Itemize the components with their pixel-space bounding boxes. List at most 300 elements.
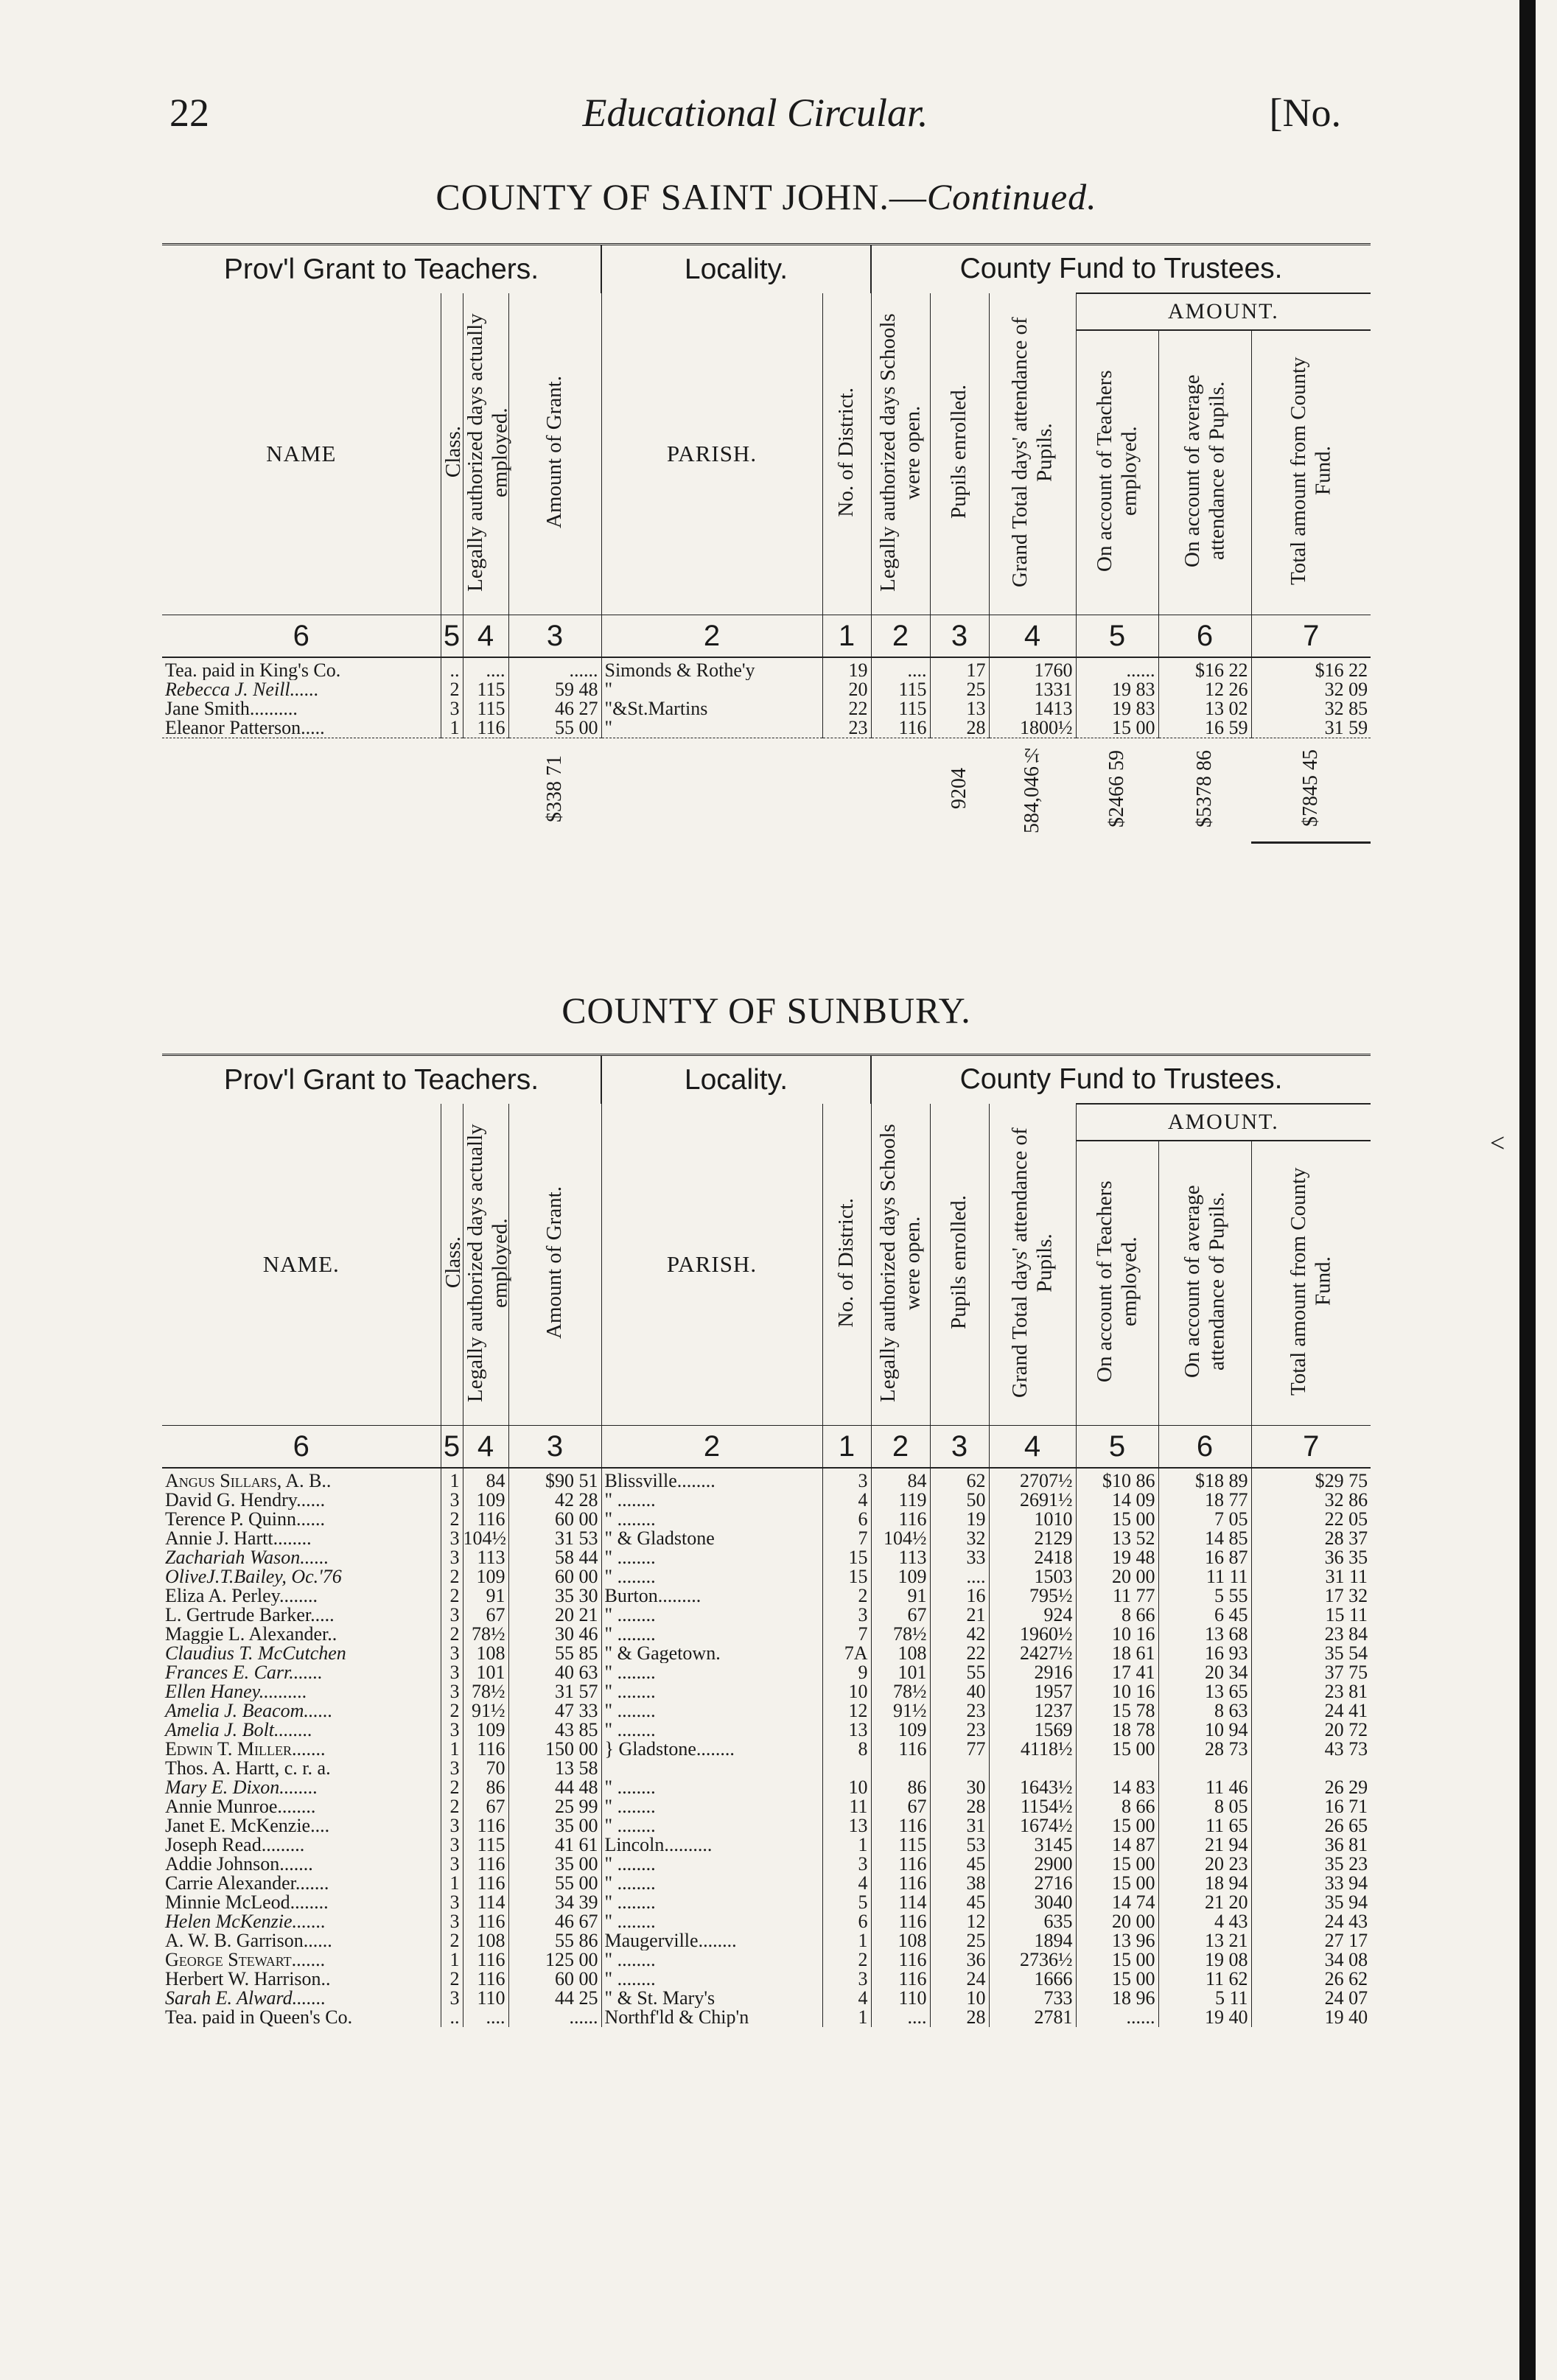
col-number: 6 bbox=[1158, 615, 1251, 658]
average-amount: 8 05 bbox=[1158, 1797, 1251, 1816]
table-row bbox=[162, 1701, 1371, 1721]
teacher-name: Rebecca J. Neill...... bbox=[165, 680, 319, 699]
district-number: 7 bbox=[822, 1625, 871, 1644]
col-head-grant-text: Amount of Grant. bbox=[542, 376, 567, 528]
class: 3 bbox=[441, 1816, 463, 1835]
average-amount: 4 43 bbox=[1158, 1912, 1251, 1931]
days-employed: 84 bbox=[463, 1468, 508, 1491]
grant-table bbox=[162, 1054, 1371, 2027]
days-employed: 115 bbox=[463, 680, 508, 699]
average-amount: 19 40 bbox=[1158, 2008, 1251, 2027]
saint-john-rows bbox=[162, 657, 1371, 738]
grant-amount: 46 27 bbox=[508, 699, 601, 718]
teachers-amount: 17 41 bbox=[1076, 1663, 1158, 1682]
attendance-total: 2736½ bbox=[989, 1950, 1076, 1970]
table-row bbox=[162, 1548, 1371, 1567]
county-fund-total: 35 54 bbox=[1251, 1644, 1371, 1663]
parish: " ........ bbox=[601, 1510, 822, 1529]
district-number: 13 bbox=[822, 1721, 871, 1740]
grant-amount: 35 00 bbox=[508, 1816, 601, 1835]
table-row bbox=[162, 1778, 1371, 1797]
col-head-parish: PARISH. bbox=[601, 293, 822, 615]
group-county-fund: County Fund to Trustees. bbox=[871, 1055, 1371, 1105]
attendance-total: 1569 bbox=[989, 1721, 1076, 1740]
col-head-total bbox=[1251, 330, 1371, 615]
class: 3 bbox=[441, 1721, 463, 1740]
average-amount: 16 93 bbox=[1158, 1644, 1251, 1663]
total-county-fund-value: $7845 45 bbox=[1299, 749, 1323, 827]
days-open: 110 bbox=[871, 1989, 930, 2008]
col-head-class bbox=[441, 293, 463, 615]
class: 2 bbox=[441, 1797, 463, 1816]
attendance-total: 1894 bbox=[989, 1931, 1076, 1950]
county-fund-total: 32 85 bbox=[1251, 699, 1371, 718]
attendance-total: 2716 bbox=[989, 1874, 1076, 1893]
teacher-name: Edwin T. Miller....... bbox=[165, 1740, 326, 1759]
parish: " ........ bbox=[601, 1778, 822, 1797]
average-amount: 5 55 bbox=[1158, 1586, 1251, 1606]
teacher-name: Mary E. Dixon........ bbox=[165, 1778, 318, 1797]
attendance-total: 3145 bbox=[989, 1835, 1076, 1855]
col-head-total bbox=[1251, 1141, 1371, 1426]
page-edge-bar bbox=[1519, 0, 1536, 2380]
total-teachers-value: $2466 59 bbox=[1105, 749, 1128, 827]
amount-label: AMOUNT. bbox=[1076, 293, 1371, 330]
teacher-name: Zachariah Wason...... bbox=[165, 1548, 329, 1567]
pupils-enrolled bbox=[930, 1759, 989, 1778]
table-row bbox=[162, 1759, 1371, 1778]
col-head-grant bbox=[508, 1104, 601, 1426]
teachers-amount: 14 74 bbox=[1076, 1893, 1158, 1912]
table-row bbox=[162, 699, 1371, 718]
days-employed: 116 bbox=[463, 1816, 508, 1835]
pupils-enrolled: .... bbox=[930, 1567, 989, 1586]
teachers-amount: 20 00 bbox=[1076, 1912, 1158, 1931]
teacher-name: Annie J. Hartt........ bbox=[165, 1529, 312, 1548]
attendance-total: 1154½ bbox=[989, 1797, 1076, 1816]
parish: " ........ bbox=[601, 1567, 822, 1586]
col-head-district-text: No. of District. bbox=[834, 387, 858, 517]
days-employed: 109 bbox=[463, 1721, 508, 1740]
class: 2 bbox=[441, 1931, 463, 1950]
teachers-amount: 8 66 bbox=[1076, 1606, 1158, 1625]
pupils-enrolled: 36 bbox=[930, 1950, 989, 1970]
grant-amount: 44 48 bbox=[508, 1778, 601, 1797]
teachers-amount: 18 61 bbox=[1076, 1644, 1158, 1663]
col-number: 6 bbox=[162, 1426, 441, 1469]
pupils-enrolled: 53 bbox=[930, 1835, 989, 1855]
county-fund-total: $16 22 bbox=[1251, 657, 1371, 680]
col-head-days-text: Legally authorized days actually employed. bbox=[463, 1123, 511, 1402]
pupils-enrolled: 31 bbox=[930, 1816, 989, 1835]
class: 3 bbox=[441, 1855, 463, 1874]
class: 3 bbox=[441, 1529, 463, 1548]
pupils-enrolled: 21 bbox=[930, 1606, 989, 1625]
county-fund-total: 27 17 bbox=[1251, 1931, 1371, 1950]
average-amount: 16 59 bbox=[1158, 718, 1251, 738]
pupils-enrolled: 13 bbox=[930, 699, 989, 718]
days-employed: .... bbox=[463, 657, 508, 680]
page-number: 22 bbox=[169, 91, 209, 135]
grant-amount: 44 25 bbox=[508, 1989, 601, 2008]
table-row bbox=[162, 680, 1371, 699]
district-number: 12 bbox=[822, 1701, 871, 1721]
margin-arrow-mark: < bbox=[1490, 1128, 1505, 1158]
parish bbox=[601, 1759, 822, 1778]
county-fund-total: 17 32 bbox=[1251, 1586, 1371, 1606]
district-number: 11 bbox=[822, 1797, 871, 1816]
days-open: 91½ bbox=[871, 1701, 930, 1721]
grant-amount: 13 58 bbox=[508, 1759, 601, 1778]
days-open: 78½ bbox=[871, 1682, 930, 1701]
average-amount bbox=[1158, 1759, 1251, 1778]
col-head-open bbox=[871, 1104, 930, 1426]
table-row bbox=[162, 1721, 1371, 1740]
average-amount: 7 05 bbox=[1158, 1510, 1251, 1529]
teachers-amount: $10 86 bbox=[1076, 1468, 1158, 1491]
pupils-enrolled: 55 bbox=[930, 1663, 989, 1682]
table-row bbox=[162, 1874, 1371, 1893]
average-amount: 21 20 bbox=[1158, 1893, 1251, 1912]
average-amount: 16 87 bbox=[1158, 1548, 1251, 1567]
county-fund-total: 33 94 bbox=[1251, 1874, 1371, 1893]
district-number: 22 bbox=[822, 699, 871, 718]
average-amount: 12 26 bbox=[1158, 680, 1251, 699]
teacher-name: David G. Hendry...... bbox=[165, 1491, 326, 1510]
parish: " ........ bbox=[601, 1548, 822, 1567]
county-fund-total: 24 43 bbox=[1251, 1912, 1371, 1931]
parish: " ........ bbox=[601, 1970, 822, 1989]
grant-amount: 60 00 bbox=[508, 1970, 601, 1989]
attendance-total: 924 bbox=[989, 1606, 1076, 1625]
county-fund-total: 23 84 bbox=[1251, 1625, 1371, 1644]
table-row bbox=[162, 1970, 1371, 1989]
parish: Simonds & Rothe'y bbox=[601, 657, 822, 680]
teachers-amount: 15 00 bbox=[1076, 1740, 1158, 1759]
total-enrolled-value: 9204 bbox=[948, 768, 970, 810]
days-open: 91 bbox=[871, 1586, 930, 1606]
attendance-total: 4118½ bbox=[989, 1740, 1076, 1759]
parish: " & Gladstone bbox=[601, 1529, 822, 1548]
pupils-enrolled: 33 bbox=[930, 1548, 989, 1567]
grant-amount: 34 39 bbox=[508, 1893, 601, 1912]
parish: " ........ bbox=[601, 1816, 822, 1835]
teachers-amount: 19 83 bbox=[1076, 680, 1158, 699]
teacher-name: Helen McKenzie....... bbox=[165, 1912, 326, 1931]
teachers-amount: 15 78 bbox=[1076, 1701, 1158, 1721]
teacher-name: Minnie McLeod........ bbox=[165, 1893, 329, 1912]
days-open: 84 bbox=[871, 1468, 930, 1491]
attendance-total: 1960½ bbox=[989, 1625, 1076, 1644]
teachers-amount: 15 00 bbox=[1076, 1874, 1158, 1893]
days-open: 115 bbox=[871, 1835, 930, 1855]
days-employed: 67 bbox=[463, 1606, 508, 1625]
grant-amount: 47 33 bbox=[508, 1701, 601, 1721]
table-row bbox=[162, 1567, 1371, 1586]
parish: " bbox=[601, 680, 822, 699]
table-row bbox=[162, 1835, 1371, 1855]
amount-label: AMOUNT. bbox=[1076, 1104, 1371, 1141]
days-open: 116 bbox=[871, 1510, 930, 1529]
district-number: 7A bbox=[822, 1644, 871, 1663]
col-head-days bbox=[463, 1104, 511, 1426]
col-head-teachers-text: On account of Teachers employed. bbox=[1092, 1180, 1141, 1382]
table-row bbox=[162, 1468, 1371, 1491]
attendance-total: 1503 bbox=[989, 1567, 1076, 1586]
county-fund-total: 20 72 bbox=[1251, 1721, 1371, 1740]
district-number: 13 bbox=[822, 1816, 871, 1835]
class: 2 bbox=[441, 1970, 463, 1989]
days-employed: 67 bbox=[463, 1797, 508, 1816]
attendance-total: 1237 bbox=[989, 1701, 1076, 1721]
class: 3 bbox=[441, 699, 463, 718]
pupils-enrolled: 40 bbox=[930, 1682, 989, 1701]
total-attendance-value: 584,046½ bbox=[1021, 743, 1043, 834]
pupils-enrolled: 25 bbox=[930, 680, 989, 699]
teachers-amount: 11 77 bbox=[1076, 1586, 1158, 1606]
county-title-saint-john bbox=[169, 175, 1363, 218]
column-numbers-row bbox=[162, 615, 1371, 658]
county-fund-total: $29 75 bbox=[1251, 1468, 1371, 1491]
teachers-amount: ...... bbox=[1076, 657, 1158, 680]
col-head-name: NAME. bbox=[262, 1251, 340, 1277]
totals-blank bbox=[463, 738, 508, 843]
class: 3 bbox=[441, 1644, 463, 1663]
teachers-amount: 18 96 bbox=[1076, 1989, 1158, 2008]
table-row bbox=[162, 1529, 1371, 1548]
class: 2 bbox=[441, 1510, 463, 1529]
grant-amount: 30 46 bbox=[508, 1625, 601, 1644]
class: .. bbox=[441, 657, 463, 680]
days-employed: 70 bbox=[463, 1759, 508, 1778]
class: .. bbox=[441, 2008, 463, 2027]
issue-number: [No. bbox=[1269, 91, 1341, 135]
average-amount: 13 02 bbox=[1158, 699, 1251, 718]
parish: " ........ bbox=[601, 1721, 822, 1740]
table-row bbox=[162, 1491, 1371, 1510]
district-number: 6 bbox=[822, 1510, 871, 1529]
grant-amount: 55 85 bbox=[508, 1644, 601, 1663]
average-amount: 18 94 bbox=[1158, 1874, 1251, 1893]
total-county-fund bbox=[1251, 738, 1371, 843]
col-number: 3 bbox=[508, 1426, 601, 1469]
col-number: 3 bbox=[930, 615, 989, 658]
parish: " ........ bbox=[601, 1625, 822, 1644]
table-row bbox=[162, 1912, 1371, 1931]
district-number: 4 bbox=[822, 1874, 871, 1893]
group-prov-grant: Prov'l Grant to Teachers. bbox=[162, 1055, 601, 1105]
county-fund-total: 26 29 bbox=[1251, 1778, 1371, 1797]
class: 2 bbox=[441, 1586, 463, 1606]
class: 1 bbox=[441, 1950, 463, 1970]
attendance-total: 733 bbox=[989, 1989, 1076, 2008]
days-open: .... bbox=[871, 2008, 930, 2027]
county-fund-total: 32 09 bbox=[1251, 680, 1371, 699]
days-open: 116 bbox=[871, 718, 930, 738]
table-row bbox=[162, 1816, 1371, 1835]
days-open: 119 bbox=[871, 1491, 930, 1510]
table-row bbox=[162, 1510, 1371, 1529]
parish: " & St. Mary's bbox=[601, 1989, 822, 2008]
district-number: 1 bbox=[822, 1835, 871, 1855]
days-employed: 91½ bbox=[463, 1701, 508, 1721]
attendance-total: 1413 bbox=[989, 699, 1076, 718]
days-open bbox=[871, 1759, 930, 1778]
average-amount: 20 23 bbox=[1158, 1855, 1251, 1874]
col-head-average-text: On account of average attendance of Pupils. bbox=[1180, 374, 1228, 567]
continued-label: Continued. bbox=[926, 176, 1097, 217]
table-row bbox=[162, 1682, 1371, 1701]
running-title: Educational Circular. bbox=[582, 91, 928, 135]
pupils-enrolled: 30 bbox=[930, 1778, 989, 1797]
days-employed: 114 bbox=[463, 1893, 508, 1912]
class: 3 bbox=[441, 1663, 463, 1682]
attendance-total: 2129 bbox=[989, 1529, 1076, 1548]
days-open: 116 bbox=[871, 1740, 930, 1759]
col-head-enrolled-text: Pupils enrolled. bbox=[947, 385, 971, 519]
district-number: 15 bbox=[822, 1567, 871, 1586]
pupils-enrolled: 16 bbox=[930, 1586, 989, 1606]
table-row bbox=[162, 1989, 1371, 2008]
average-amount: 5 11 bbox=[1158, 1989, 1251, 2008]
county-fund-total: 36 81 bbox=[1251, 1835, 1371, 1855]
county-fund-total bbox=[1251, 1759, 1371, 1778]
column-numbers-row bbox=[162, 1426, 1371, 1469]
class: 2 bbox=[441, 680, 463, 699]
col-head-average bbox=[1158, 330, 1251, 615]
average-amount: 21 94 bbox=[1158, 1835, 1251, 1855]
attendance-total: 1800½ bbox=[989, 718, 1076, 738]
table-row bbox=[162, 1663, 1371, 1682]
district-number: 5 bbox=[822, 1893, 871, 1912]
teachers-amount: 19 48 bbox=[1076, 1548, 1158, 1567]
attendance-total bbox=[989, 1759, 1076, 1778]
grant-amount: 31 53 bbox=[508, 1529, 601, 1548]
col-head-class bbox=[441, 1104, 463, 1426]
attendance-total: 2900 bbox=[989, 1855, 1076, 1874]
grant-amount: 25 99 bbox=[508, 1797, 601, 1816]
teacher-name: Janet E. McKenzie.... bbox=[165, 1816, 330, 1835]
attendance-total: 2691½ bbox=[989, 1491, 1076, 1510]
col-head-grant-text: Amount of Grant. bbox=[542, 1186, 567, 1339]
days-open: 116 bbox=[871, 1970, 930, 1989]
col-number: 4 bbox=[989, 615, 1076, 658]
teacher-name: Ellen Haney.......... bbox=[165, 1682, 307, 1701]
county-fund-total: 43 73 bbox=[1251, 1740, 1371, 1759]
teachers-amount: 15 00 bbox=[1076, 1510, 1158, 1529]
class: 3 bbox=[441, 1606, 463, 1625]
district-number: 4 bbox=[822, 1491, 871, 1510]
teachers-amount bbox=[1076, 1759, 1158, 1778]
county-fund-total: 28 37 bbox=[1251, 1529, 1371, 1548]
class: 3 bbox=[441, 1835, 463, 1855]
table-row bbox=[162, 1586, 1371, 1606]
days-employed: 110 bbox=[463, 1989, 508, 2008]
teachers-amount: 14 87 bbox=[1076, 1835, 1158, 1855]
col-number: 1 bbox=[822, 1426, 871, 1469]
totals-row bbox=[162, 738, 1371, 843]
teachers-amount: 15 00 bbox=[1076, 718, 1158, 738]
pupils-enrolled: 28 bbox=[930, 1797, 989, 1816]
pupils-enrolled: 28 bbox=[930, 2008, 989, 2027]
attendance-total: 2781 bbox=[989, 2008, 1076, 2027]
county-fund-total: 24 41 bbox=[1251, 1701, 1371, 1721]
teacher-name: Claudius T. McCutchen bbox=[165, 1644, 346, 1663]
grant-amount: 60 00 bbox=[508, 1567, 601, 1586]
teacher-name: George Stewart....... bbox=[165, 1950, 326, 1970]
col-head-days-text: Legally authorized days actually employed. bbox=[463, 312, 511, 592]
total-enrolled bbox=[930, 738, 989, 843]
average-amount: 11 62 bbox=[1158, 1970, 1251, 1989]
county-fund-total: 35 94 bbox=[1251, 1893, 1371, 1912]
class: 3 bbox=[441, 1912, 463, 1931]
days-employed: 91 bbox=[463, 1586, 508, 1606]
attendance-total: 1666 bbox=[989, 1970, 1076, 1989]
average-amount: 28 73 bbox=[1158, 1740, 1251, 1759]
col-head-enrolled bbox=[930, 293, 989, 615]
class: 3 bbox=[441, 1759, 463, 1778]
teachers-amount: 13 96 bbox=[1076, 1931, 1158, 1950]
teacher-name: Joseph Read......... bbox=[165, 1835, 305, 1855]
parish: " ........ bbox=[601, 1912, 822, 1931]
col-number: 2 bbox=[601, 615, 822, 658]
col-number: 2 bbox=[601, 1426, 822, 1469]
teacher-name: Tea. paid in Queen's Co. bbox=[165, 2008, 353, 2027]
pupils-enrolled: 24 bbox=[930, 1970, 989, 1989]
class: 1 bbox=[441, 1740, 463, 1759]
days-employed: 116 bbox=[463, 1740, 508, 1759]
average-amount: 14 85 bbox=[1158, 1529, 1251, 1548]
parish: " ........ bbox=[601, 1950, 822, 1970]
table-row bbox=[162, 1797, 1371, 1816]
county-fund-total: 36 35 bbox=[1251, 1548, 1371, 1567]
class: 1 bbox=[441, 1874, 463, 1893]
parish: " ........ bbox=[601, 1606, 822, 1625]
col-number: 7 bbox=[1251, 615, 1371, 658]
attendance-total: 2707½ bbox=[989, 1468, 1076, 1491]
average-amount: 8 63 bbox=[1158, 1701, 1251, 1721]
parish: " ........ bbox=[601, 1663, 822, 1682]
average-amount: 18 77 bbox=[1158, 1491, 1251, 1510]
days-employed: 115 bbox=[463, 1835, 508, 1855]
attendance-total: 2427½ bbox=[989, 1644, 1076, 1663]
days-open: 116 bbox=[871, 1950, 930, 1970]
col-head-attendance bbox=[989, 1104, 1076, 1426]
district-number: 3 bbox=[822, 1855, 871, 1874]
col-number: 2 bbox=[871, 615, 930, 658]
grant-amount: 55 00 bbox=[508, 1874, 601, 1893]
average-amount: 13 68 bbox=[1158, 1625, 1251, 1644]
table-row bbox=[162, 1625, 1371, 1644]
days-employed: 116 bbox=[463, 1855, 508, 1874]
class: 1 bbox=[441, 718, 463, 738]
col-head-average bbox=[1158, 1141, 1251, 1426]
parish: " ........ bbox=[601, 1682, 822, 1701]
class: 3 bbox=[441, 1548, 463, 1567]
days-open: 101 bbox=[871, 1663, 930, 1682]
parish: Northf'ld & Chip'n bbox=[601, 2008, 822, 2027]
attendance-total: 1010 bbox=[989, 1510, 1076, 1529]
totals-blank bbox=[601, 738, 822, 843]
pupils-enrolled: 25 bbox=[930, 1931, 989, 1950]
days-employed: .... bbox=[463, 2008, 508, 2027]
col-number: 4 bbox=[989, 1426, 1076, 1469]
days-open: 67 bbox=[871, 1606, 930, 1625]
col-head-average-text: On account of average attendance of Pupils. bbox=[1180, 1185, 1228, 1378]
district-number: 7 bbox=[822, 1529, 871, 1548]
grant-amount: 31 57 bbox=[508, 1682, 601, 1701]
col-number: 5 bbox=[1076, 1426, 1158, 1469]
